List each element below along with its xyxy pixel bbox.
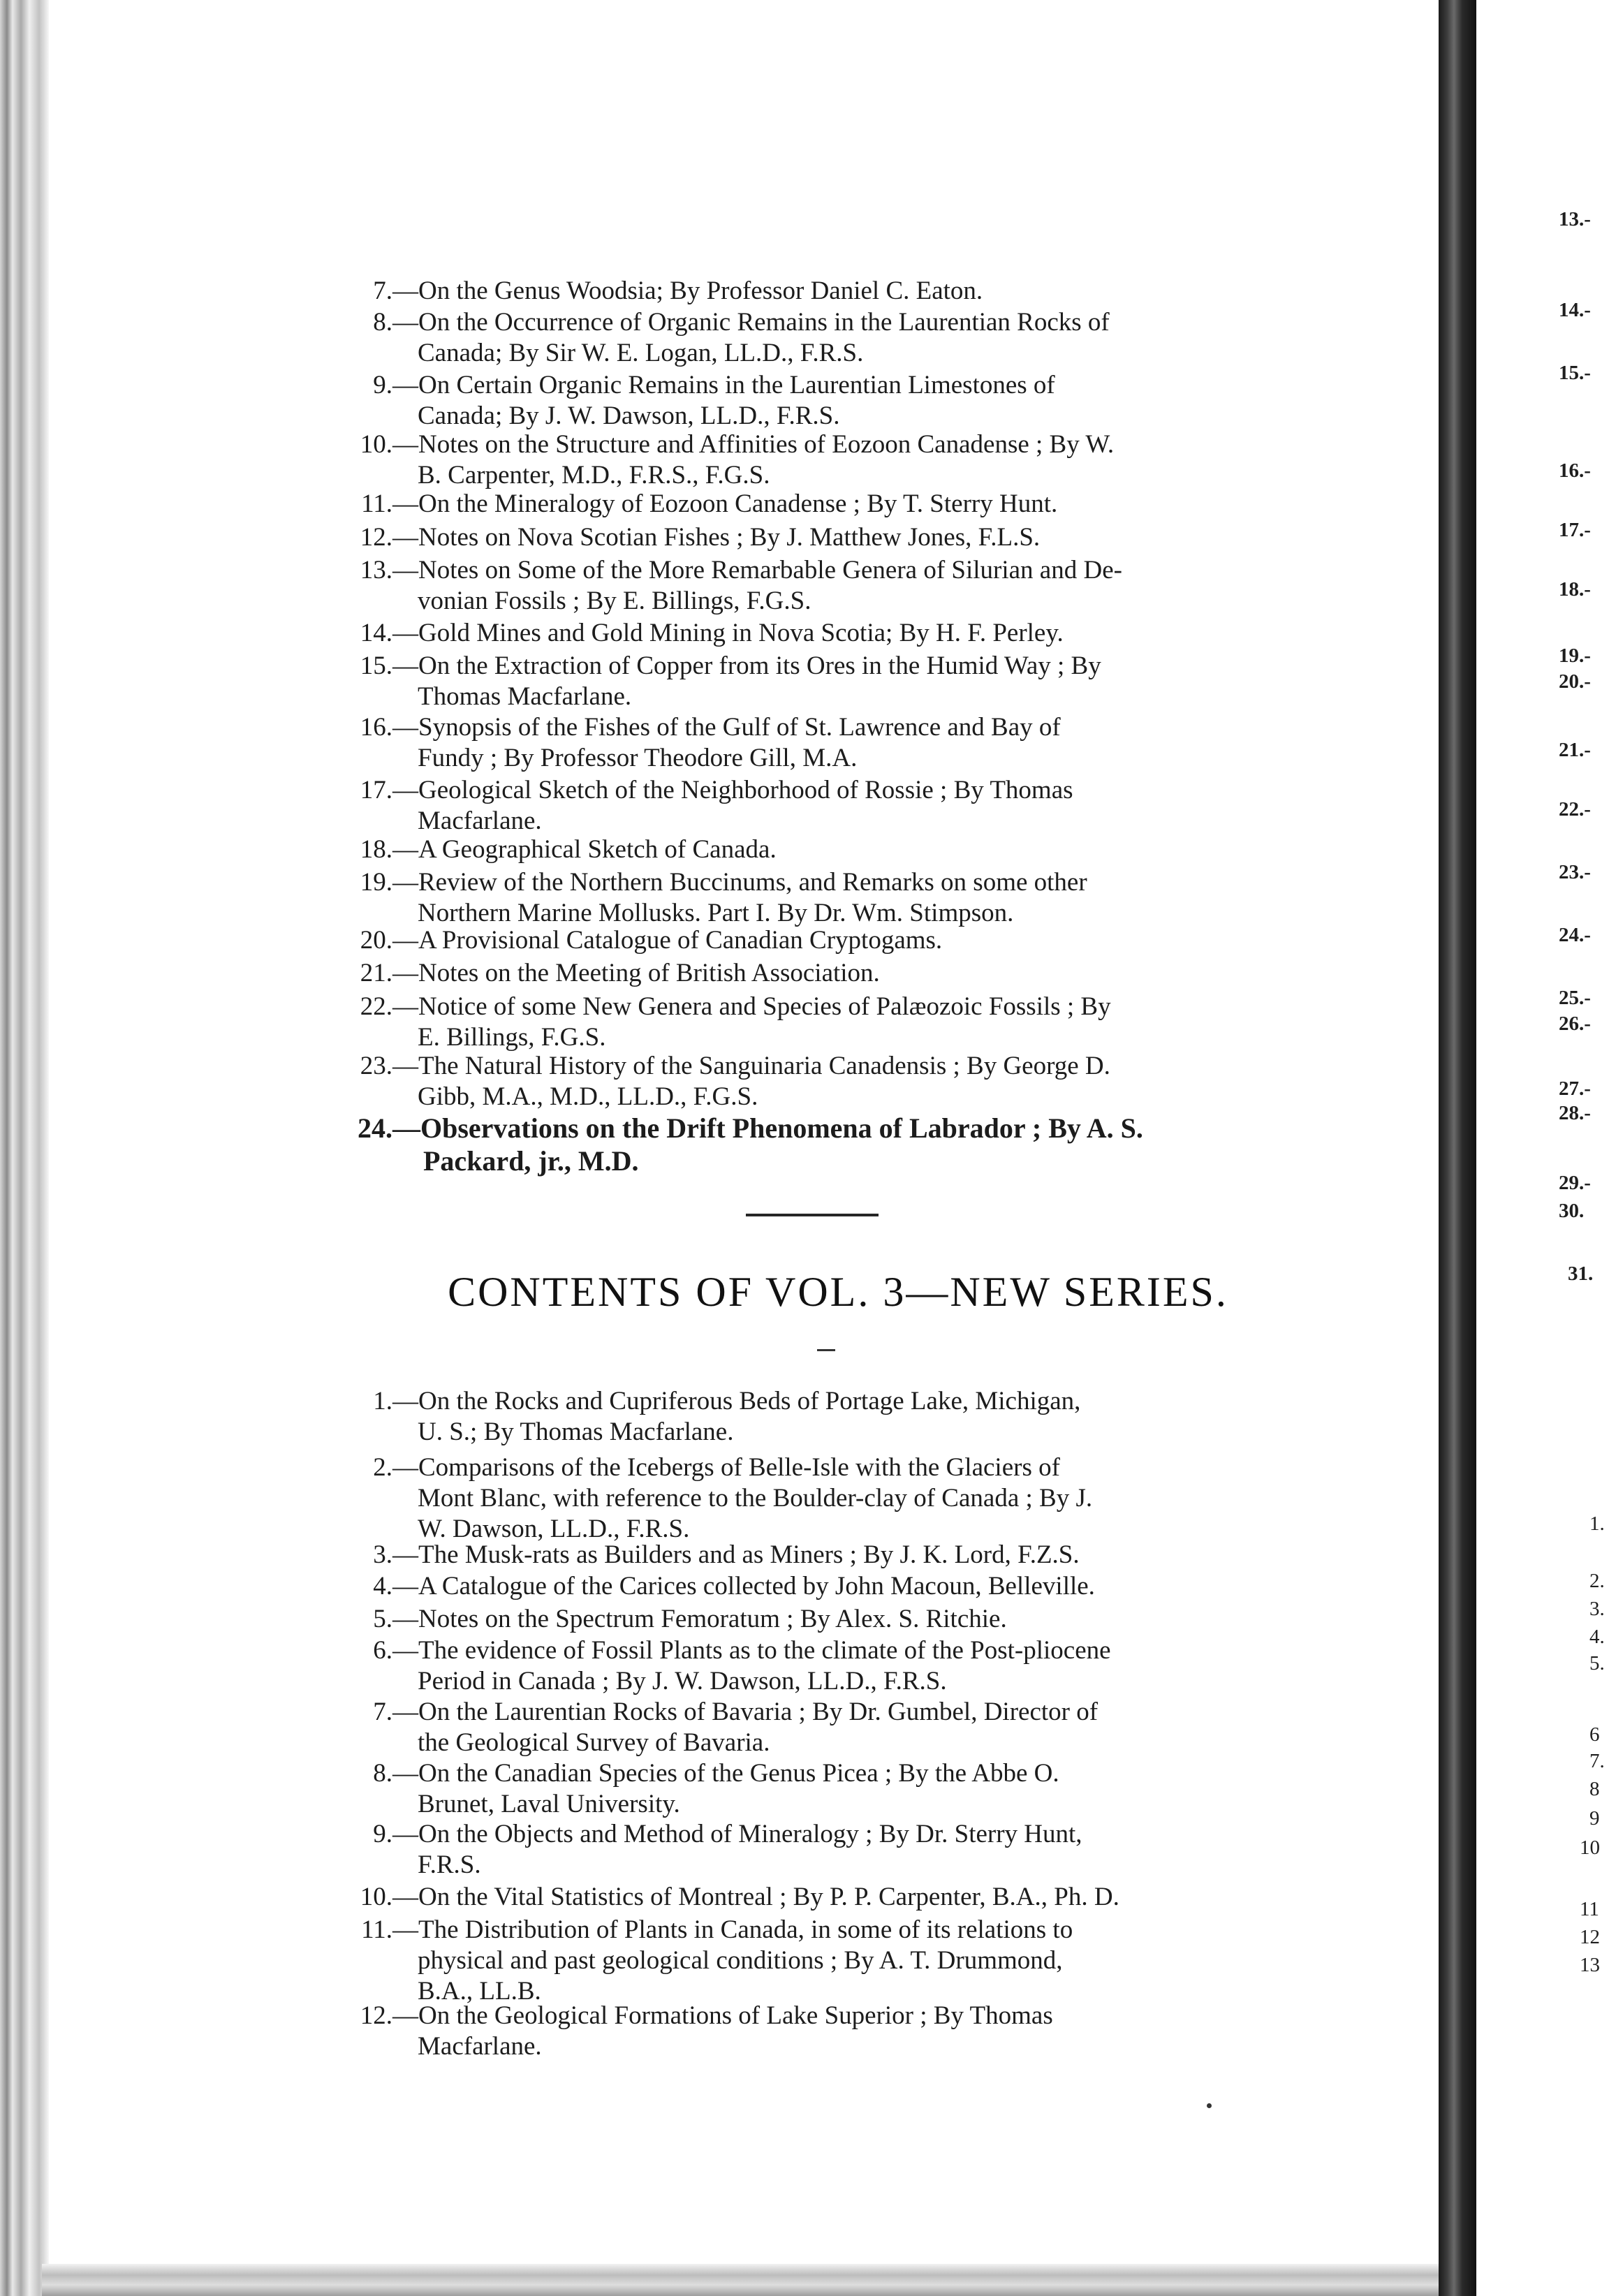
entry-continuation: Macfarlane.	[418, 2032, 542, 2061]
contents-entry	[328, 1635, 1320, 1697]
contents-entry	[328, 1819, 1320, 1881]
entry-continuation: Packard, jr., M.D.	[423, 1145, 639, 1177]
contents-entry	[328, 1915, 1320, 2007]
entry-number: 19.	[360, 868, 392, 897]
entry-title: —On the Occurrence of Organic Remains in the Laurentian Rocks of	[392, 308, 1110, 337]
facing-page-number: 13	[1580, 1954, 1600, 1976]
entry-continuation: Macfarlane.	[418, 807, 542, 835]
entry-title: —Notes on Nova Scotian Fishes ; By J. Matthew Jones, F.L.S.	[392, 523, 1041, 552]
facing-page-number: 11	[1580, 1898, 1599, 1920]
heading-underline	[817, 1349, 835, 1351]
entry-continuation: Period in Canada ; By J. W. Dawson, LL.D., F.R.S.	[418, 1667, 947, 1695]
entry-number: 12.	[360, 2001, 392, 2030]
entry-number: 2.	[373, 1453, 392, 1482]
contents-entry	[328, 307, 1320, 369]
entry-title: —On Certain Organic Remains in the Laurentian Limestones of	[392, 371, 1055, 399]
entry-title: —A Provisional Catalogue of Canadian Cryptogams.	[392, 926, 943, 955]
contents-entry	[328, 1540, 1320, 1570]
facing-page-number: 14.-	[1559, 299, 1591, 321]
entry-number: 21.	[360, 959, 392, 987]
facing-page-number: 29.-	[1559, 1172, 1591, 1194]
facing-page-number: 5.	[1589, 1652, 1605, 1675]
contents-entry	[328, 1051, 1320, 1112]
entry-continuation: Canada; By J. W. Dawson, LL.D., F.R.S.	[418, 402, 840, 430]
facing-page-number: 22.-	[1559, 798, 1591, 820]
facing-page-number: 27.-	[1559, 1077, 1591, 1100]
entry-number: 4.	[373, 1572, 392, 1600]
entry-title: —Notes on Some of the More Remarbable Genera of Silurian and De-	[392, 556, 1122, 584]
facing-page-number: 23.-	[1559, 861, 1591, 883]
entry-number: 13.	[360, 556, 392, 584]
entry-continuation: W. Dawson, LL.D., F.R.S.	[418, 1515, 690, 1543]
facing-page-strip	[1476, 0, 1609, 2296]
contents-entry	[328, 522, 1320, 553]
entry-title: —On the Objects and Method of Mineralogy ; By Dr. Sterry Hunt,	[392, 1820, 1082, 1848]
ink-speck	[1207, 2103, 1212, 2108]
facing-page-number: 16.-	[1559, 459, 1591, 482]
contents-entry	[328, 775, 1320, 837]
contents-entry	[328, 429, 1320, 491]
entry-number: 9.	[373, 1820, 392, 1848]
contents-entry	[328, 618, 1320, 649]
facing-page-number: 9	[1589, 1807, 1600, 1830]
section-heading: CONTENTS OF VOL. 3—NEW SERIES.	[448, 1269, 1228, 1315]
facing-page-number: 2.	[1589, 1570, 1605, 1592]
contents-entry	[328, 651, 1320, 712]
contents-entry	[328, 1452, 1320, 1545]
contents-entry	[328, 555, 1320, 617]
facing-page-number: 7.	[1589, 1750, 1605, 1772]
contents-entry	[328, 1882, 1320, 1913]
entry-continuation: the Geological Survey of Bavaria.	[418, 1728, 770, 1757]
entry-number: 11.	[361, 1915, 392, 1944]
entry-continuation: physical and past geological conditions ; By A. T. Drummond,	[418, 1946, 1063, 1975]
entry-number: 17.	[360, 776, 392, 804]
entry-continuation: Brunet, Laval University.	[418, 1790, 680, 1818]
facing-page-number: 28.-	[1559, 1102, 1591, 1124]
entry-title: —The Musk-rats as Builders and as Miners ; By J. K. Lord, F.Z.S.	[392, 1540, 1080, 1569]
entry-title: —Synopsis of the Fishes of the Gulf of St. Lawrence and Bay of	[392, 713, 1061, 742]
entry-title: —The Distribution of Plants in Canada, in some of its relations to	[392, 1915, 1073, 1944]
entry-number: 12.	[360, 523, 392, 552]
entry-title: —On the Canadian Species of the Genus Picea ; By the Abbe O.	[392, 1759, 1059, 1788]
entry-number: 18.	[360, 835, 392, 864]
facing-page-number: 3.	[1589, 1598, 1605, 1620]
entry-number: 15.	[360, 652, 392, 680]
contents-entry	[328, 867, 1320, 929]
entry-continuation: F.R.S.	[418, 1850, 481, 1879]
entry-continuation: Mont Blanc, with reference to the Boulder-clay of Canada ; By J.	[418, 1484, 1093, 1513]
entry-title: —On the Geological Formations of Lake Superior ; By Thomas	[392, 2001, 1053, 2030]
contents-entry	[328, 1112, 1320, 1177]
entry-number: 8.	[373, 1759, 392, 1788]
entry-title: —A Catalogue of the Carices collected by John Macoun, Belleville.	[392, 1572, 1095, 1600]
facing-page-number: 4.	[1589, 1626, 1605, 1648]
contents-entry	[328, 712, 1320, 774]
facing-page-number: 31.	[1568, 1263, 1594, 1285]
entry-number: 16.	[360, 713, 392, 742]
entry-continuation: E. Billings, F.G.S.	[418, 1023, 606, 1052]
page-bottom-edge	[42, 2264, 1446, 2296]
entry-number: 7.	[373, 277, 392, 305]
contents-entry	[328, 992, 1320, 1053]
entry-number: 9.	[373, 371, 392, 399]
entry-title: —Notes on the Spectrum Femoratum ; By Alex. S. Ritchie.	[392, 1605, 1007, 1633]
entry-title: —Observations on the Drift Phenomena of Labrador ; By A. S.	[392, 1112, 1143, 1144]
entry-number: 6.	[373, 1636, 392, 1665]
entry-title: —Notes on the Structure and Affinities of Eozoon Canadense ; By W.	[392, 430, 1115, 459]
facing-page-number: 10	[1580, 1837, 1600, 1859]
section-divider	[746, 1214, 879, 1216]
facing-page-number: 15.-	[1559, 362, 1591, 384]
entry-continuation: U. S.; By Thomas Macfarlane.	[418, 1418, 734, 1446]
entry-continuation: B. Carpenter, M.D., F.R.S., F.G.S.	[418, 461, 770, 490]
entry-number: 1.	[373, 1387, 392, 1415]
entry-title: —Notes on the Meeting of British Association.	[392, 959, 880, 987]
entry-number: 10.	[360, 1883, 392, 1911]
entry-title: —On the Extraction of Copper from its Ores in the Humid Way ; By	[392, 652, 1101, 680]
contents-entry	[328, 1386, 1320, 1448]
contents-entry	[328, 489, 1320, 520]
entry-number: 24.	[358, 1112, 392, 1144]
entry-title: —Notice of some New Genera and Species of Palæozoic Fossils ; By	[392, 992, 1111, 1021]
entry-title: —The Natural History of the Sanguinaria Canadensis ; By George D.	[392, 1052, 1110, 1080]
entry-title: —On the Genus Woodsia; By Professor Daniel C. Eaton.	[392, 277, 983, 305]
facing-page-number: 18.-	[1559, 578, 1591, 601]
contents-entry	[328, 925, 1320, 956]
entry-number: 23.	[360, 1052, 392, 1080]
entry-number: 8.	[373, 308, 392, 337]
entry-continuation: Canada; By Sir W. E. Logan, LL.D., F.R.S.	[418, 339, 864, 367]
entry-title: —The evidence of Fossil Plants as to the climate of the Post-pliocene	[392, 1636, 1111, 1665]
contents-entry	[328, 834, 1320, 865]
entry-number: 3.	[373, 1540, 392, 1569]
facing-page-number: 1.	[1589, 1513, 1605, 1535]
entry-number: 10.	[360, 430, 392, 459]
facing-page-number: 30.	[1559, 1200, 1585, 1222]
entry-title: —A Geographical Sketch of Canada.	[392, 835, 777, 864]
contents-entry	[328, 1697, 1320, 1758]
facing-page-number: 25.-	[1559, 987, 1591, 1009]
entry-title: —Geological Sketch of the Neighborhood of Rossie ; By Thomas	[392, 776, 1073, 804]
entry-number: 7.	[373, 1698, 392, 1726]
entry-title: —Review of the Northern Buccinums, and Remarks on some other	[392, 868, 1087, 897]
page-left-edge	[0, 0, 49, 2296]
facing-page-number: 8	[1589, 1778, 1600, 1800]
entry-continuation: Gibb, M.A., M.D., LL.D., F.G.S.	[418, 1082, 758, 1111]
facing-page-number: 17.-	[1559, 519, 1591, 541]
entry-continuation: B.A., LL.B.	[418, 1977, 541, 2006]
facing-page-number: 26.-	[1559, 1013, 1591, 1035]
facing-page-number: 19.-	[1559, 645, 1591, 667]
contents-entry	[328, 2001, 1320, 2062]
entry-continuation: Thomas Macfarlane.	[418, 682, 632, 711]
contents-entry	[328, 1758, 1320, 1820]
entry-title: —Gold Mines and Gold Mining in Nova Scotia; By H. F. Perley.	[392, 619, 1064, 647]
facing-page-number: 6	[1589, 1723, 1600, 1746]
entry-title: —Comparisons of the Icebergs of Belle-Isle with the Glaciers of	[392, 1453, 1060, 1482]
facing-page-number: 13.-	[1559, 208, 1591, 230]
contents-entry	[328, 370, 1320, 432]
entry-title: —On the Vital Statistics of Montreal ; By P. P. Carpenter, B.A., Ph. D.	[392, 1883, 1119, 1911]
contents-entry	[328, 1604, 1320, 1635]
facing-page-number: 20.-	[1559, 670, 1591, 693]
contents-entry	[328, 1571, 1320, 1602]
entry-number: 5.	[373, 1605, 392, 1633]
facing-page-number: 21.-	[1559, 739, 1591, 761]
entry-title: —On the Rocks and Cupriferous Beds of Portage Lake, Michigan,	[392, 1387, 1081, 1415]
entry-number: 20.	[360, 926, 392, 955]
book-spine	[1439, 0, 1476, 2296]
facing-page-number: 24.-	[1559, 924, 1591, 946]
entry-title: —On the Mineralogy of Eozoon Canadense ; By T. Sterry Hunt.	[392, 490, 1058, 518]
entry-continuation: Fundy ; By Professor Theodore Gill, M.A.	[418, 744, 858, 772]
entry-number: 14.	[360, 619, 392, 647]
entry-number: 11.	[361, 490, 392, 518]
entry-number: 22.	[360, 992, 392, 1021]
contents-entry	[328, 276, 1320, 307]
entry-continuation: vonian Fossils ; By E. Billings, F.G.S.	[418, 587, 811, 615]
entry-continuation: Northern Marine Mollusks. Part I. By Dr. Wm. Stimpson.	[418, 899, 1014, 927]
facing-page-number: 12	[1580, 1926, 1600, 1948]
contents-entry	[328, 958, 1320, 989]
entry-title: —On the Laurentian Rocks of Bavaria ; By Dr. Gumbel, Director of	[392, 1698, 1099, 1726]
